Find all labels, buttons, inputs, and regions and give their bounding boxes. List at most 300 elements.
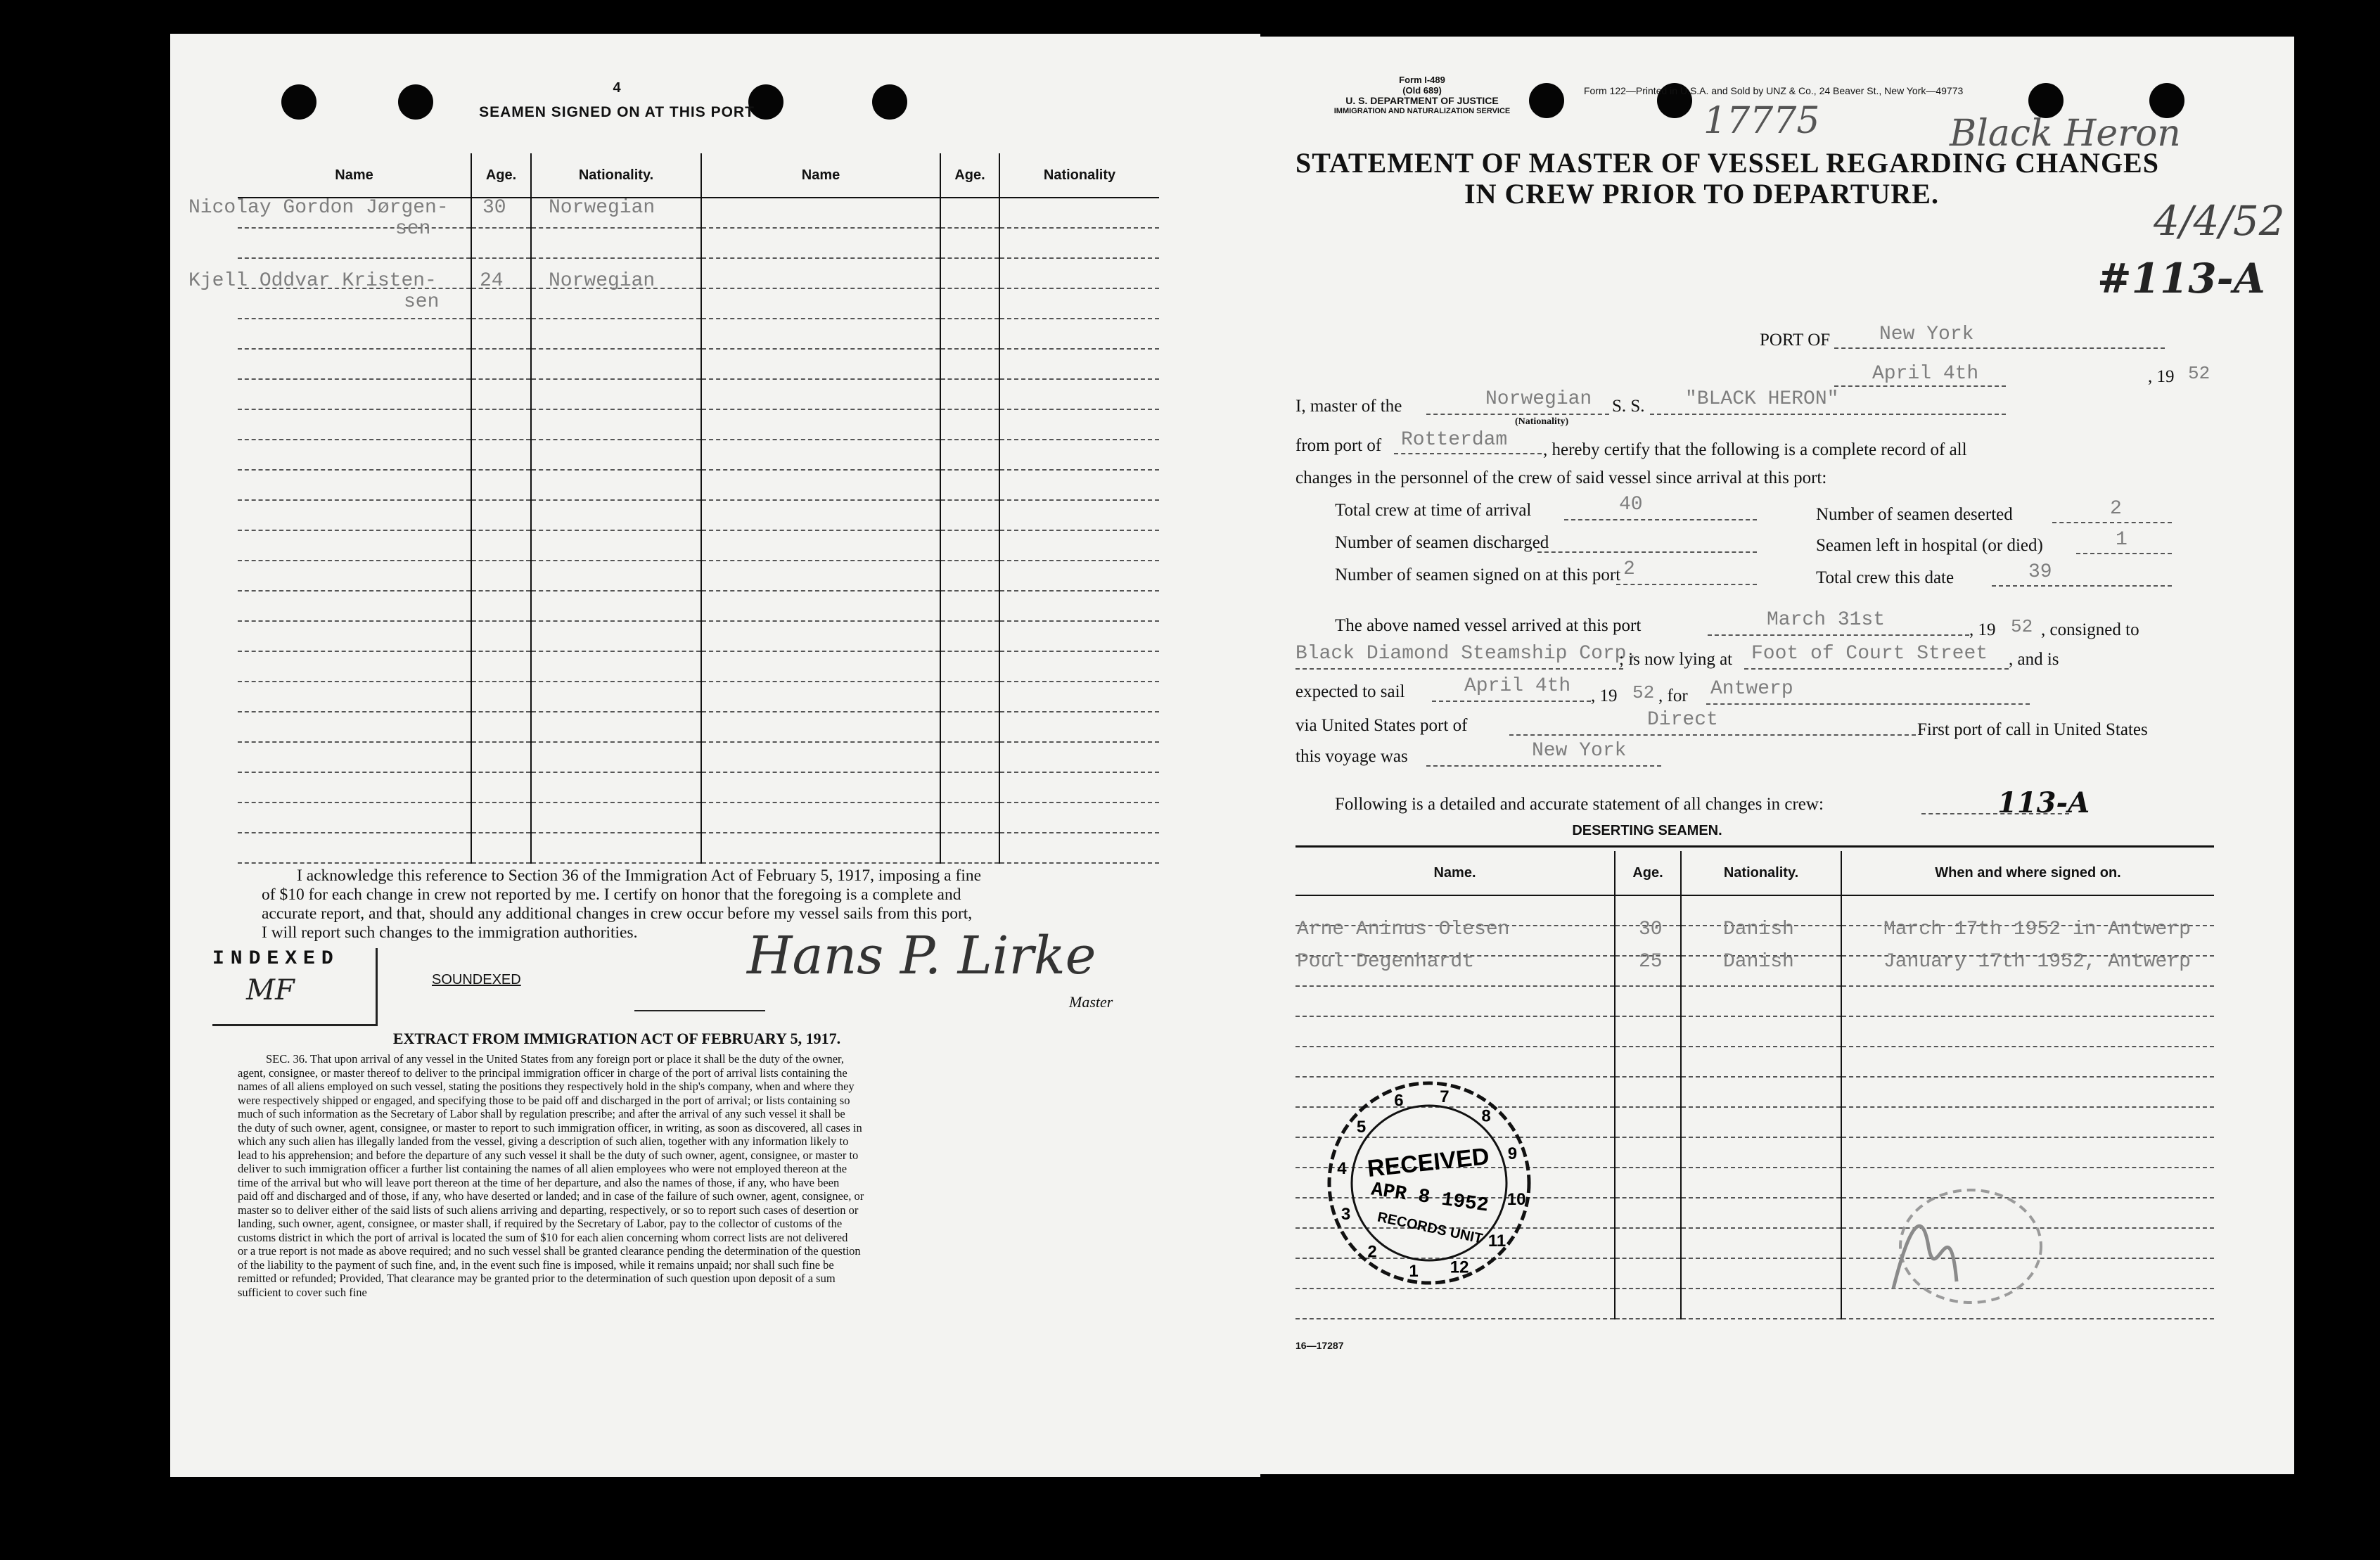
first-call-value: New York [1532,740,1627,762]
discharged-label: Number of seamen discharged [1335,533,1549,552]
table-cell [1295,1047,1615,1077]
table-cell [940,470,999,500]
table-cell [701,772,940,803]
form-header: Form I-489 (Old 689) U. S. DEPARTMENT OF JUSTICE IMMIGRATION AND NATURALIZATION SERVICE [1333,75,1511,115]
ss-label: S. S. [1612,397,1645,416]
signed-on-line [1616,584,1757,585]
column-header: Nationality. [1681,851,1841,895]
table-cell [471,621,531,651]
table-cell [999,833,1159,863]
table-cell [940,379,999,409]
table-cell [471,288,531,319]
table-cell [940,288,999,319]
table-row [238,440,1159,470]
table-row [238,561,1159,591]
nationality-value: Norwegian [1485,388,1592,410]
lying-line [1744,668,2009,670]
hospital-line [2076,553,2172,554]
table-cell [999,379,1159,409]
printer-note: Form 122—Printed in U.S.A. and Sold by UNZ & Co., 24 Beaver St., New York—49773 [1584,85,1964,96]
table-cell [238,621,471,651]
table-row [238,409,1159,440]
table-cell [238,319,471,349]
table-cell [701,530,940,561]
date-line [1834,385,2006,387]
total-crew-arrival-line [1564,519,1757,520]
lying-label: ; is now lying at [1619,650,1733,669]
table-row [238,591,1159,621]
stamp-hour: 11 [1488,1232,1506,1251]
table-cell [1841,1047,2214,1077]
from-port-label: from port of [1295,436,1382,455]
via-line [1509,734,1916,736]
table-cell [531,803,701,833]
table-cell [471,319,531,349]
total-crew-date-line [1992,585,2172,587]
table-row [1295,1047,2214,1077]
indexed-stamp: INDEXED MF [212,948,378,1026]
table-cell [531,772,701,803]
table-cell [1615,1228,1681,1258]
via-value: Direct [1647,709,1718,731]
deserter-age: 25 [1639,951,1663,973]
seaman-name-continued: sen [395,218,431,240]
table-cell [531,591,701,621]
table-cell [999,561,1159,591]
deserter-signed-on: January 17th 1952, Antwerp [1883,951,2191,973]
column-header: Nationality. [531,153,701,198]
discharged-line [1537,551,1757,553]
handwritten-ship: Black Heron [1950,113,2181,155]
port-label: PORT OF [1760,331,1831,350]
signature-scribble [1893,1226,1957,1289]
column-header: Name [238,153,471,198]
table-cell [238,440,471,470]
table-cell [1681,1289,1841,1319]
table-cell [238,742,471,772]
table-cell [701,803,940,833]
table-row [238,742,1159,772]
table-cell [238,772,471,803]
from-port-value: Rotterdam [1401,429,1508,451]
table-cell [531,742,701,772]
hospital-value: 1 [2116,529,2128,551]
table-cell [999,198,1159,228]
hospital-label: Seamen left in hospital (or died) [1816,536,2043,555]
table-cell [471,409,531,440]
stamp-hour: 7 [1440,1087,1450,1106]
table-row [1295,986,2214,1016]
table-cell [940,651,999,682]
table-cell [701,288,940,319]
table-cell [1615,1137,1681,1168]
soundexed-label: SOUNDEXED [432,972,521,987]
table-cell [999,319,1159,349]
table-row [238,833,1159,863]
date-value: April 4th [1872,363,1979,385]
table-cell [701,258,940,288]
arrived-label: The above named vessel arrived at this port [1335,616,1642,635]
table-cell [1295,1289,1615,1319]
master-signature: Hans P. Lirke [747,926,1096,986]
table-row [238,379,1159,409]
table-cell [238,561,471,591]
voyage-label: this voyage was [1295,747,1408,766]
deserter-age: 30 [1639,919,1663,940]
table-cell [238,228,471,258]
table-cell [999,440,1159,470]
seaman-nationality: Norwegian [549,270,655,292]
table-cell [1681,1016,1841,1047]
table-cell [238,530,471,561]
handwritten-ref-2: 113-A [1997,786,2090,819]
certify-text: , hereby certify that the following is a complete record of all [1543,440,1967,459]
column-header: Name [701,153,940,198]
table-cell [1681,1228,1841,1258]
arrived-value: March 31st [1767,609,1886,631]
stamp-date-text: APR 8 1952 [1369,1179,1490,1217]
total-crew-date-value: 39 [2028,561,2052,583]
table-cell [940,258,999,288]
table-cell [940,621,999,651]
year-prefix: , 19 [1969,620,1996,639]
table-cell [1295,1016,1615,1047]
table-cell [531,470,701,500]
table-cell [531,500,701,530]
stamp-unit-text: RECORDS UNIT [1376,1209,1484,1247]
table-cell [238,712,471,742]
column-header: Age. [940,153,999,198]
table-cell [1681,1077,1841,1107]
table-cell [701,591,940,621]
table-cell [531,530,701,561]
table-cell [1681,1107,1841,1137]
year-prefix: , 19 [1591,686,1618,705]
table-cell [999,258,1159,288]
table-cell [531,621,701,651]
port-line [1834,347,2165,349]
table-cell [1615,1258,1681,1289]
first-call-line [1426,765,1661,767]
table-cell [471,530,531,561]
table-cell [999,651,1159,682]
left-page [170,34,1260,1477]
table-cell [999,470,1159,500]
table-cell [999,772,1159,803]
deserter-name: Poul Degenhardt [1297,951,1475,973]
table-cell [1841,1137,2214,1168]
table-cell [238,379,471,409]
table-cell [999,621,1159,651]
lying-value: Foot of Court Street [1751,643,1988,665]
table-cell [1615,1107,1681,1137]
table-cell [238,500,471,530]
received-stamp [1324,1078,1535,1289]
table-cell [701,409,940,440]
table-row [238,228,1159,258]
table-cell [1615,1198,1681,1228]
table-row [238,682,1159,712]
table-cell [1681,1047,1841,1077]
column-header: Name. [1295,851,1615,895]
table-cell [701,500,940,530]
table-cell [940,409,999,440]
table-cell [999,591,1159,621]
form-title-line2: IN CREW PRIOR TO DEPARTURE. [1464,178,1939,210]
column-header: Age. [471,153,531,198]
table-cell [471,742,531,772]
table-cell [531,288,701,319]
vessel-line [1650,414,2006,415]
table-cell [940,712,999,742]
deserted-label: Number of seamen deserted [1816,505,2013,524]
table-cell [1615,986,1681,1016]
seamen-signed-on-table [238,153,1159,864]
via-label: via United States port of [1295,716,1468,735]
table-cell [471,651,531,682]
table-cell [471,833,531,863]
table-cell [531,561,701,591]
stamp-hour: 12 [1450,1258,1469,1277]
seaman-age: 24 [480,270,504,292]
table-cell [1681,986,1841,1016]
page-title: SEAMEN SIGNED ON AT THIS PORT [479,104,755,120]
stamp-hour: 5 [1356,1118,1367,1137]
table-cell [238,651,471,682]
table-cell [1681,1258,1841,1289]
table-cell [999,803,1159,833]
table-cell [999,288,1159,319]
deserter-signed-on: March 17th 1952 in Antwerp [1883,919,2191,940]
signature-line [634,1010,765,1011]
table-cell [999,228,1159,258]
table-cell [531,409,701,440]
handwritten-number: 17775 [1703,100,1820,142]
table-cell [940,440,999,470]
port-value: New York [1879,324,1974,345]
table-row [238,288,1159,319]
consigned-label: , consigned to [2041,620,2139,639]
table-cell [999,409,1159,440]
table-cell [1681,1198,1841,1228]
following-text: Following is a detailed and accurate statement of all changes in crew: [1335,795,1824,814]
page-number: 4 [613,80,621,96]
sail-date-value: April 4th [1464,675,1571,697]
signed-on-label: Number of seamen signed on at this port [1335,565,1621,584]
year-suffix: 52 [2011,616,2033,637]
table-row [238,651,1159,682]
table-cell [999,742,1159,772]
table-row [238,803,1159,833]
table-cell [940,530,999,561]
total-crew-arrival-label: Total crew at time of arrival [1335,501,1532,520]
deserting-heading: DESERTING SEAMEN. [1572,823,1722,838]
table-cell [1615,1016,1681,1047]
changes-text: changes in the personnel of the crew of said vessel since arrival at this port: [1295,468,1827,487]
table-cell [701,470,940,500]
initials: MF [246,974,295,1006]
handwritten-ref: #113-A [2097,255,2265,302]
table-cell [701,349,940,379]
table-row [238,349,1159,379]
nationality-caption: (Nationality) [1515,416,1569,427]
table-cell [940,349,999,379]
table-cell [701,319,940,349]
stamp-hour: 3 [1341,1205,1351,1225]
table-row [238,470,1159,500]
table-row [238,772,1159,803]
table-cell [471,379,531,409]
table-cell [531,319,701,349]
extract-title: EXTRACT FROM IMMIGRATION ACT OF FEBRUARY 5, 1917. [392,1030,841,1047]
destination-value: Antwerp [1710,678,1793,700]
table-cell [531,712,701,742]
faint-stamp [1879,1176,2048,1317]
table-cell [238,803,471,833]
table-cell [531,651,701,682]
deserted-value: 2 [2110,498,2122,520]
table-cell [238,833,471,863]
table-cell [701,742,940,772]
table-cell [701,712,940,742]
sail-date-line [1432,701,1591,702]
stamp-received-text: RECEIVED [1366,1143,1491,1183]
table-cell [701,228,940,258]
seaman-age: 30 [482,197,506,219]
and-is: , and is [2009,650,2059,669]
destination-line [1706,703,2030,705]
expected-label: expected to sail [1295,682,1405,701]
table-cell [940,591,999,621]
stamp-hour: 10 [1506,1189,1526,1209]
table-row [238,621,1159,651]
table-cell [940,500,999,530]
first-call-label: First port of call in United States [1917,720,2148,739]
table-cell [999,500,1159,530]
year-suffix: 52 [1632,682,1655,703]
total-crew-date-label: Total crew this date [1816,568,1954,587]
table-row [238,500,1159,530]
table-cell [1841,1077,2214,1107]
table-cell [531,833,701,863]
table-row [238,712,1159,742]
table-top-rule [1295,845,2214,848]
from-port-line [1394,453,1542,454]
deserter-nationality: Danish [1723,951,1794,973]
table-cell [940,198,999,228]
table-row [238,319,1159,349]
table-cell [940,833,999,863]
consignee-line [1295,668,1623,670]
table-cell [471,228,531,258]
table-cell [238,591,471,621]
table-cell [1615,1077,1681,1107]
table-cell [1841,1107,2214,1137]
vessel-value: "BLACK HERON" [1685,388,1839,410]
table-cell [701,621,940,651]
deserted-line [2052,522,2172,523]
column-header: Age. [1615,851,1681,895]
table-cell [471,682,531,712]
table-cell [701,198,940,228]
table-cell [999,712,1159,742]
table-cell [940,772,999,803]
stamp-hour: 8 [1481,1106,1491,1126]
table-cell [1681,1168,1841,1198]
acknowledgement-text: I acknowledge this reference to Section 36 of the Immigration Act of February 5, 1917, imposing a fine of $10 for each change in crew not reported by me. I certify on honor that the foregoing is a complete and accurate report, and that, should any additional changes in crew occur before my vessel sails from this port, I will report such changes to the immigration authorities. [262,867,982,942]
year-suffix: 52 [2188,363,2211,384]
arrived-line [1708,634,1969,636]
column-header: When and where signed on. [1841,851,2214,895]
table-cell [1841,1016,2214,1047]
stamp-hour: 6 [1394,1091,1404,1111]
table-cell [471,772,531,803]
table-cell [531,682,701,712]
table-cell [471,561,531,591]
table-cell [940,803,999,833]
seaman-name: Nicolay Gordon Jørgen- [188,197,449,219]
form-title: STATEMENT OF MASTER OF VESSEL REGARDING CHANGES [1295,147,2159,179]
table-cell [999,349,1159,379]
year-prefix: , 19 [2148,367,2175,386]
table-row [1295,1289,2214,1319]
table-cell [940,682,999,712]
table-cell [1615,1047,1681,1077]
seaman-name: Kjell Oddvar Kristen- [188,270,437,292]
table-cell [701,379,940,409]
table-cell [701,651,940,682]
table-cell [471,712,531,742]
table-row [238,530,1159,561]
table-cell [940,228,999,258]
handwritten-date: 4/4/52 [2154,197,2285,245]
table-cell [701,833,940,863]
stamp-hour: 4 [1337,1159,1347,1179]
table-cell [531,349,701,379]
stamp-hour: 9 [1507,1144,1518,1163]
table-cell [701,682,940,712]
table-cell [471,500,531,530]
right-page [1260,37,2294,1474]
table-cell [1615,1168,1681,1198]
table-cell [238,409,471,440]
table-cell [531,440,701,470]
total-crew-arrival-value: 40 [1619,494,1643,516]
for-label: , for [1658,686,1688,705]
table-cell [940,319,999,349]
nationality-line [1426,414,1609,415]
footer-code: 16—17287 [1295,1340,1344,1351]
table-cell [1841,986,2214,1016]
table-cell [471,470,531,500]
table-cell [999,682,1159,712]
table-cell [531,379,701,409]
seaman-name-continued: sen [404,291,440,313]
deserter-nationality: Danish [1723,919,1794,940]
table-cell [940,561,999,591]
table-cell [238,349,471,379]
table-cell [471,803,531,833]
table-cell [471,591,531,621]
table-cell [238,470,471,500]
consignee-value: Black Diamond Steamship Corp. [1295,643,1639,665]
table-cell [940,742,999,772]
table-cell [471,349,531,379]
table-row [1295,1016,2214,1047]
table-cell [1295,986,1615,1016]
table-cell [701,440,940,470]
master-of-label: I, master of the [1295,397,1402,416]
